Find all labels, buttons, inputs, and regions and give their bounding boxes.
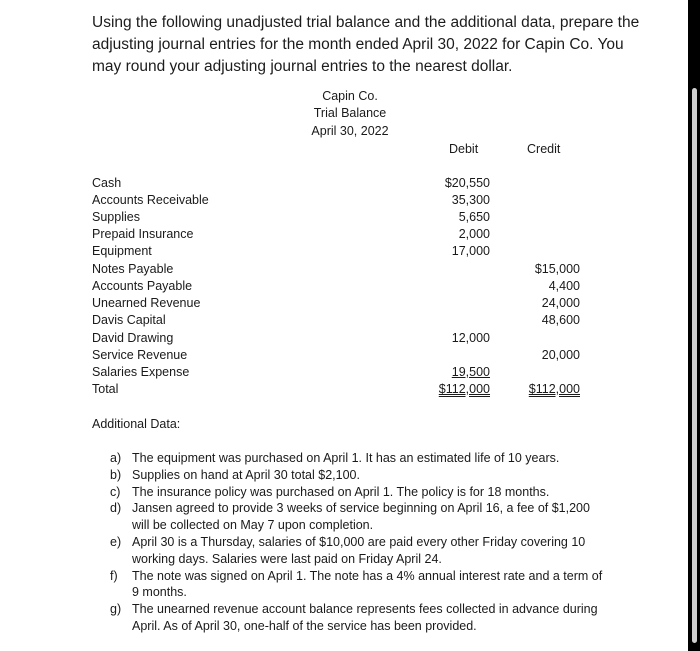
statement-date: April 30, 2022: [311, 124, 389, 138]
credit-amount: 24,000: [541, 296, 580, 310]
debit-total: $112,000: [438, 382, 490, 396]
table-row: [92, 210, 602, 227]
credit-amount: 20,000: [541, 348, 580, 362]
item-text: Supplies on hand at April 30 total $2,100.: [132, 467, 360, 482]
company-name: Capin Co.: [322, 89, 378, 103]
table-row: [92, 176, 602, 193]
list-item: [110, 450, 610, 467]
intro-paragraph: Using the following unadjusted trial balance and the additional data, prepare the adjusting journal entries for the month ended April 30, 2022 for Capin Co. You may round your adjusting journal entries to the nearest dollar.: [92, 14, 640, 75]
item-text: The equipment was purchased on April 1. It has an estimated life of 10 years.: [132, 451, 560, 465]
table-row: [92, 331, 602, 348]
vertical-scrollbar[interactable]: [688, 0, 700, 651]
account-name: Accounts Receivable: [92, 193, 209, 207]
debit-column-header: Debit: [449, 142, 479, 156]
debit-amount: 5,650: [458, 210, 490, 224]
item-text: The insurance policy was purchased on April 1. The policy is for 18 months.: [132, 484, 550, 499]
item-label: a): [110, 451, 122, 465]
credit-amount: 48,600: [541, 313, 580, 327]
list-item: [110, 601, 610, 635]
table-row: [92, 296, 602, 313]
item-text: Jansen agreed to provide 3 weeks of service beginning on April 16, a fee of $1,200 will be collected on May 7 upon completion.: [132, 501, 590, 533]
account-name: Notes Payable: [92, 262, 174, 276]
credit-amount: 4,400: [548, 279, 580, 293]
debit-amount: 2,000: [458, 227, 490, 241]
account-name: Accounts Payable: [92, 279, 193, 293]
account-name: Salaries Expense: [92, 365, 190, 379]
table-row: [92, 365, 602, 382]
debit-amount: 19,500: [451, 365, 490, 379]
statement-title: Trial Balance: [313, 106, 387, 120]
additional-data-list: [110, 450, 610, 635]
table-row: [92, 227, 602, 244]
item-label: c): [110, 484, 121, 499]
account-name: Total: [92, 382, 119, 396]
list-item: [110, 500, 610, 534]
table-row: [92, 279, 602, 296]
total-row: [92, 382, 602, 399]
item-text: The note was signed on April 1. The note has a 4% annual interest rate and a term of 9 months.: [132, 568, 603, 600]
list-item: [110, 534, 610, 568]
account-name: Service Revenue: [92, 348, 188, 362]
account-name: Unearned Revenue: [92, 296, 201, 310]
credit-total: $112,000: [528, 382, 580, 396]
table-row: [92, 348, 602, 365]
account-name: Cash: [92, 176, 122, 190]
debit-amount: 17,000: [451, 244, 490, 258]
item-text: The unearned revenue account balance represents fees collected in advance during April. As of April 30, one-half of the service has been provided.: [132, 602, 598, 633]
credit-amount: $15,000: [534, 262, 580, 276]
table-row: [92, 313, 602, 330]
list-item: [110, 568, 610, 602]
account-name: Prepaid Insurance: [92, 227, 194, 241]
table-row: [92, 193, 602, 210]
additional-data-title: Additional Data:: [92, 417, 181, 431]
table-row: [92, 244, 602, 261]
item-label: b): [110, 467, 122, 482]
table-row: [92, 262, 602, 279]
item-label: f): [110, 568, 118, 583]
item-label: g): [110, 602, 122, 617]
account-name: Equipment: [92, 244, 152, 258]
item-label: e): [110, 534, 122, 549]
debit-amount: 12,000: [451, 331, 490, 345]
debit-amount: $20,550: [444, 176, 490, 190]
list-item: [110, 484, 610, 501]
account-name: Supplies: [92, 210, 140, 224]
item-label: d): [110, 501, 122, 516]
debit-amount: 35,300: [451, 193, 490, 207]
scrollbar-thumb[interactable]: [692, 88, 697, 643]
account-name: David Drawing: [92, 331, 174, 345]
list-item: [110, 467, 610, 484]
item-text: April 30 is a Thursday, salaries of $10,000 are paid every other Friday covering 10 working days. Salaries were last paid on Friday April 24.: [132, 534, 586, 566]
credit-column-header: Credit: [527, 142, 561, 156]
account-name: Davis Capital: [92, 313, 166, 327]
